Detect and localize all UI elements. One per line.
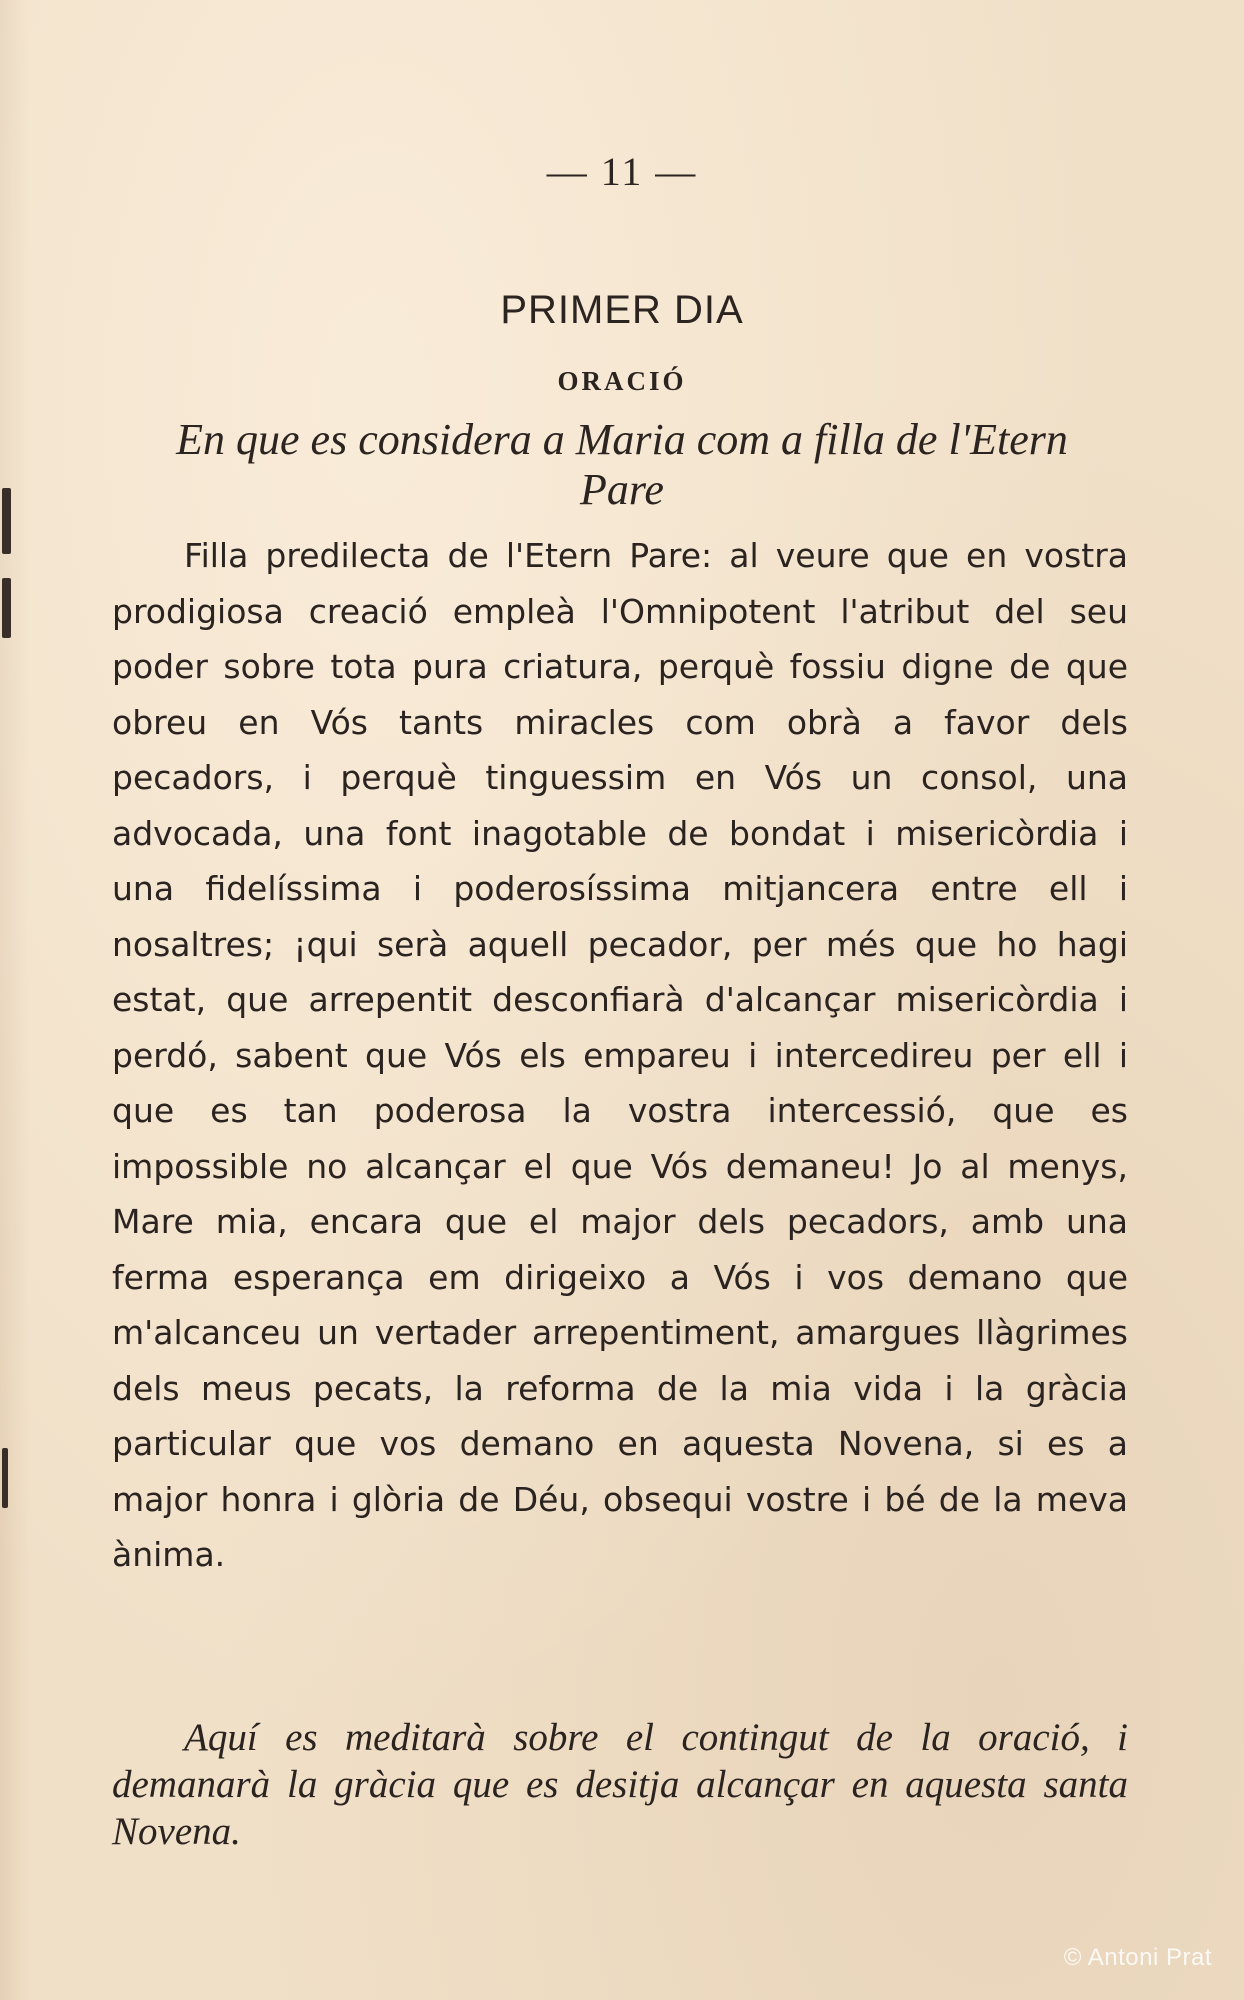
day-title: PRIMER DIA: [500, 288, 744, 332]
binding-mark: [2, 488, 11, 554]
copyright-watermark: © Antoni Prat: [1063, 1944, 1212, 1971]
section-label: ORACIÓ: [557, 366, 687, 396]
prayer-subtitle: En que es considera a Maria com a filla de l'Etern Pare: [176, 415, 1068, 514]
prayer-body: Filla predilecta de l'Etern Pare: al veure que en vostra prodigiosa creació empleà l'Omnipotent l'atribut del seu poder sobre tota pura criatura, perquè fossiu digne de que obreu en Vós tants miracles com obrà a favor dels pecadors, i perquè tinguessim en Vós un consol, una advocada, una font inagotable de bondat i misericòrdia i una fidelíssima i poderosíssima mitjancera entre ell i nosaltres; ¡qui serà aquell pecador, per més que ho hagi estat, que arrepentit desconfiarà d'alcançar misericòrdia i perdó, sabent que Vós els empareu i intercedireu per ell i que es tan poderosa la vostra intercessió, que es impossible no alcançar el que Vós demaneu! Jo al menys, Mare mia, encara que el major dels pecadors, amb una ferma esperança em dirigeixo a Vós i vos demano que m'alcanceu un vertader arrepentiment, amargues llàgrimes dels meus pecats, la reforma de la mia vida i la gràcia particular que vos demano en aquesta Novena, si es a major honra i glòria de Déu, obsequi vostre i bé de la meva ànima.: [112, 536, 1128, 1574]
page-number: — 11 —: [546, 149, 698, 194]
binding-mark: [2, 1448, 8, 1508]
meditation-instruction: Aquí es meditarà sobre el contingut de la oració, i demanarà la gràcia que es desitja alcançar en aquesta santa Novena.: [112, 1716, 1128, 1853]
binding-mark: [2, 578, 11, 638]
